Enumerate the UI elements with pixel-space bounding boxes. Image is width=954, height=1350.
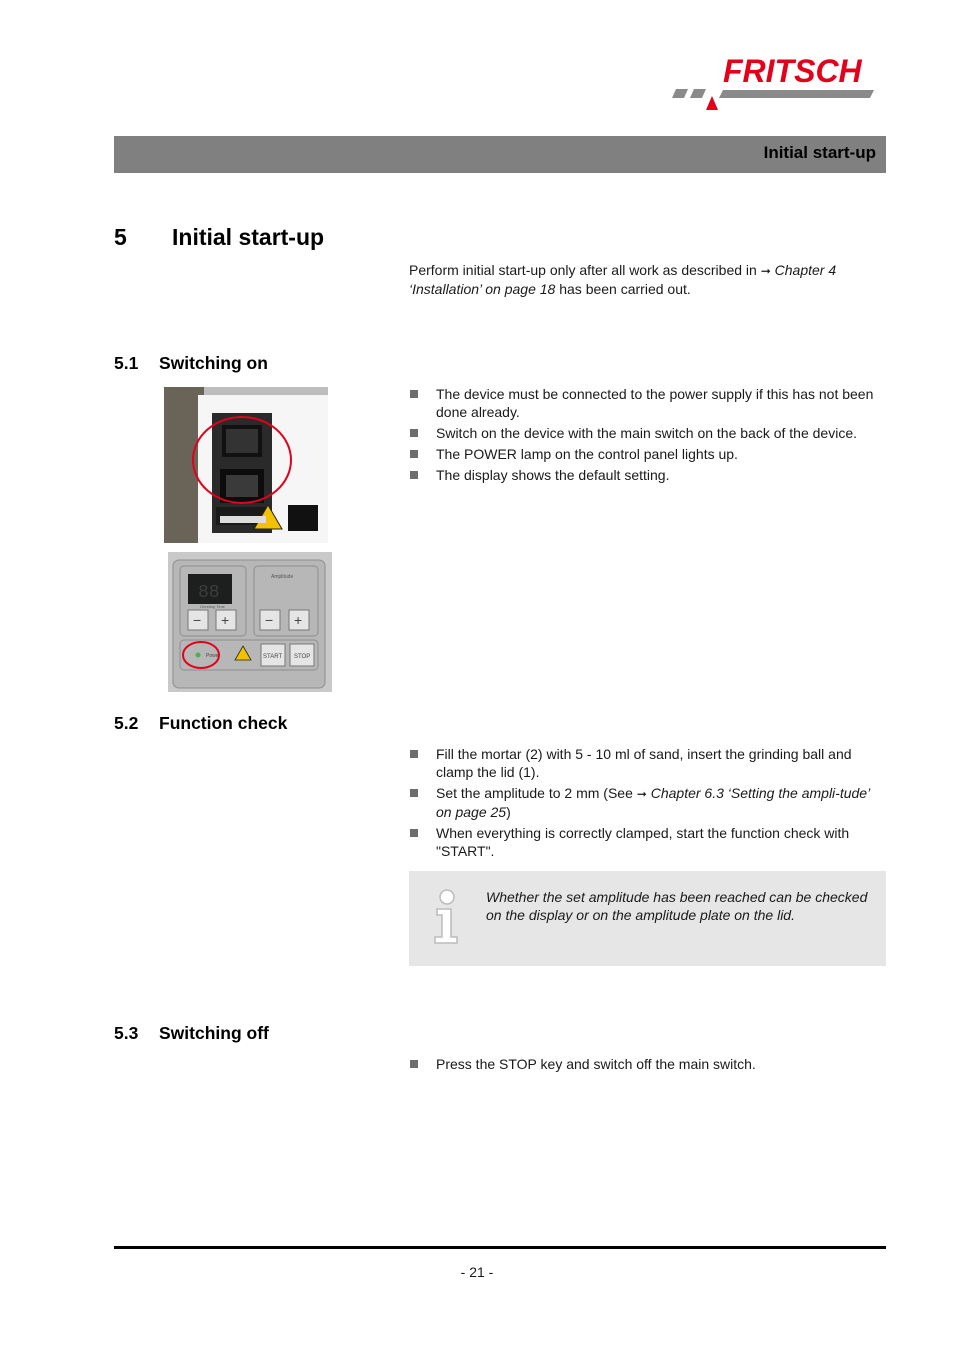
- control-panel-photo: [168, 552, 332, 692]
- bullet-square-icon: [410, 390, 418, 398]
- chapter-number: 5: [114, 224, 127, 250]
- list-item: The POWER lamp on the control panel lights up.: [409, 445, 885, 463]
- chapter-intro: [409, 261, 879, 298]
- list-item: The display shows the default setting.: [409, 466, 885, 484]
- note-text: Whether the set amplitude has been reached can be checked on the display or on the amplitude plate on the lid.: [486, 889, 868, 923]
- info-icon: [431, 889, 463, 945]
- section-number: 5.2: [114, 713, 139, 733]
- list-item: The device must be connected to the power supply if this has not been done already.: [409, 385, 885, 421]
- list-item: When everything is correctly clamped, start the function check with "START".: [409, 824, 885, 860]
- reference-arrow-icon: ➞: [636, 787, 647, 801]
- list-item: Press the STOP key and switch off the main switch.: [409, 1055, 885, 1073]
- header-band: [114, 136, 886, 173]
- bullet-square-icon: [410, 1060, 418, 1068]
- svg-text:+: +: [294, 612, 303, 628]
- section-title: Switching off: [159, 1023, 269, 1043]
- logo-text: FRITSCH: [723, 53, 862, 89]
- page-number: - 21 -: [460, 1264, 494, 1280]
- bullet-square-icon: [410, 829, 418, 837]
- intro-suffix: has been carried out.: [559, 281, 691, 297]
- svg-text:STOP: STOP: [294, 654, 311, 660]
- amplitude-chapter-link[interactable]: Chapter 6.3 ‘Setting the ampli-tude’ on page 25: [436, 785, 870, 820]
- svg-text:START: START: [263, 654, 283, 660]
- section-number: 5.3: [114, 1023, 139, 1043]
- amplitude-label: Amplitude: [271, 574, 294, 580]
- switching-on-steps: [409, 385, 885, 487]
- chapter-heading: [114, 224, 324, 251]
- chapter-title: Initial start-up: [172, 224, 325, 250]
- section-heading-function-check: [114, 713, 287, 734]
- section-heading-switching-off: [114, 1023, 269, 1044]
- bullet-square-icon: [410, 789, 418, 797]
- footer-rule: [114, 1246, 886, 1249]
- svg-text:−: −: [265, 612, 274, 628]
- function-check-steps: [409, 745, 885, 863]
- power-label: Power: [206, 653, 221, 659]
- intro-chapter-link[interactable]: Chapter 4 ‘Installation’ on page 18: [409, 262, 837, 297]
- header-section-title: Initial start-up: [763, 143, 876, 162]
- list-item: Set the amplitude to 2 mm (See ➞ Chapter 6.3 ‘Setting the ampli-tude’ on page 25): [409, 784, 885, 821]
- svg-text:88: 88: [198, 583, 220, 603]
- bullet-square-icon: [410, 450, 418, 458]
- reference-arrow-icon: ➞: [760, 264, 771, 278]
- bullet-square-icon: [410, 471, 418, 479]
- switching-off-steps: [409, 1055, 885, 1076]
- intro-prefix: Perform initial start-up only after all work as described in: [409, 262, 757, 278]
- section-title: Function check: [159, 713, 288, 733]
- list-item: Switch on the device with the main switch on the back of the device.: [409, 424, 885, 442]
- section-number: 5.1: [114, 353, 139, 373]
- bullet-square-icon: [410, 750, 418, 758]
- bullet-square-icon: [410, 429, 418, 437]
- fritsch-logo: [668, 52, 888, 112]
- display-label: Grinding Time: [200, 604, 225, 609]
- power-switch-photo: [164, 387, 328, 543]
- svg-text:+: +: [221, 612, 230, 628]
- info-note: [409, 871, 886, 966]
- section-heading-switching-on: [114, 353, 268, 374]
- section-title: Switching on: [159, 353, 268, 373]
- list-item: Fill the mortar (2) with 5 - 10 ml of sand, insert the grinding ball and clamp the lid (1).: [409, 745, 885, 781]
- svg-text:−: −: [193, 612, 202, 628]
- power-lamp-icon: [196, 653, 201, 658]
